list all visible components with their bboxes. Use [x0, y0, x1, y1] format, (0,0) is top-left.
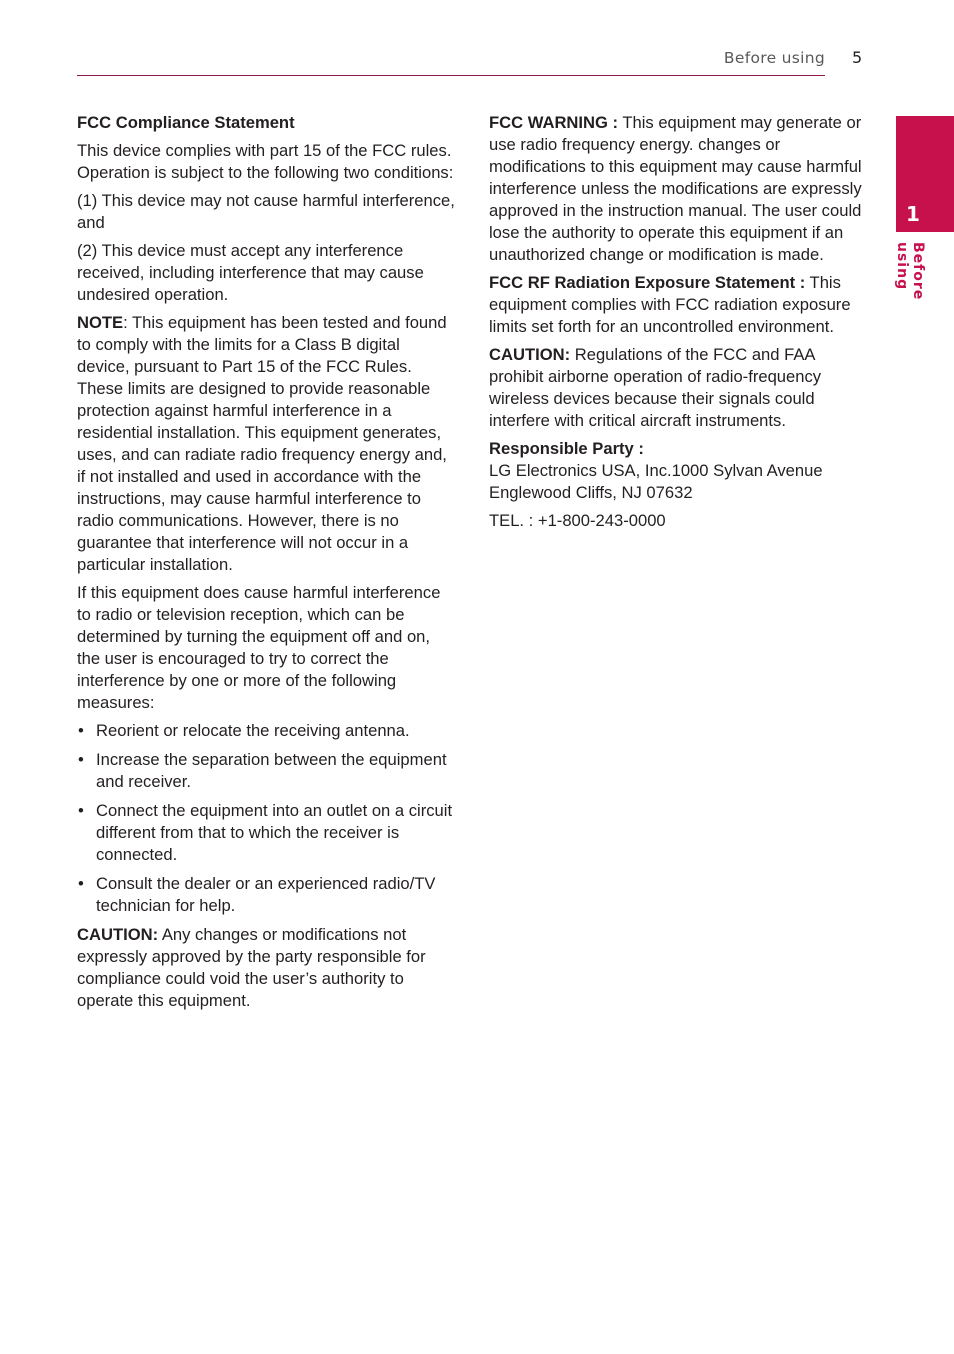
responsible-party-address-2: Englewood Cliffs, NJ 07632 — [489, 483, 693, 502]
fcc-warning-paragraph — [489, 112, 869, 266]
chapter-number: 1 — [906, 202, 920, 226]
page-number: 5 — [852, 48, 863, 67]
caution-text: Any changes or modifications not expressly approved by the party responsible for compliance could void the user’s authority to operate this equipment. — [77, 925, 426, 1010]
note-label: NOTE — [77, 313, 124, 332]
note-paragraph — [77, 312, 455, 576]
caution-label: CAUTION: — [77, 925, 159, 944]
rf-exposure-paragraph — [489, 272, 869, 338]
list-item-text: Increase the separation between the equipment and receiver. — [96, 750, 447, 791]
fcc-compliance-heading: FCC Compliance Statement — [77, 113, 295, 132]
caution-paragraph — [77, 924, 455, 1012]
interference-paragraph: If this equipment does cause harmful interference to radio or television reception, which can be determined by turning the equipment off and on, the user is encouraged to try to correct the interference by one or more of the following measures: — [77, 583, 441, 712]
rf-exposure-text: This equipment complies with FCC radiation exposure limits set forth for an uncontrolled environment. — [489, 273, 851, 336]
list-item-text: Consult the dealer or an experienced radio/TV technician for help. — [96, 874, 436, 915]
telephone: TEL. : +1-800-243-0000 — [489, 511, 666, 530]
compliance-paragraph: This device complies with part 15 of the FCC rules. Operation is subject to the following two conditions: — [77, 141, 454, 182]
faa-caution-label: CAUTION: — [489, 345, 571, 364]
list-item-text: Reorient or relocate the receiving antenna. — [96, 721, 410, 740]
list-item-text: Connect the equipment into an outlet on a circuit different from that to which the receiver is connected. — [96, 801, 453, 864]
header-divider — [77, 75, 825, 76]
fcc-warning-text: This equipment may generate or use radio frequency energy. changes or modifications to this equipment may cause harmful interference unless the modifications are expressly approved in the instruction manual. The user could lose the authority to operate this equipment if an unauthorized change or modification is made. — [489, 113, 862, 264]
condition-1: (1) This device may not cause harmful interference, and — [77, 191, 455, 232]
list-item — [77, 749, 455, 793]
responsible-party-label: Responsible Party : — [489, 439, 644, 458]
bullet-icon: • — [78, 874, 84, 893]
bullet-icon: • — [78, 750, 84, 769]
faa-caution-paragraph — [489, 344, 869, 432]
rf-exposure-label: FCC RF Radiation Exposure Statement : — [489, 273, 806, 292]
left-column — [77, 112, 455, 1018]
bullet-icon: • — [78, 721, 84, 740]
faa-caution-text: Regulations of the FCC and FAA prohibit airborne operation of radio-frequency wireless devices because their signals could interfere with critical aircraft instruments. — [489, 345, 822, 430]
list-item — [77, 720, 455, 742]
list-item — [77, 800, 455, 866]
list-item — [77, 873, 455, 917]
condition-2: (2) This device must accept any interference received, including interference that may cause undesired operation. — [77, 241, 424, 304]
responsible-party-address-1: LG Electronics USA, Inc.1000 Sylvan Avenue — [489, 461, 823, 480]
chapter-tab — [896, 116, 954, 232]
measures-list — [77, 720, 455, 917]
chapter-side-label: Before using — [894, 242, 926, 301]
responsible-party-block — [489, 438, 869, 504]
note-text: : This equipment has been tested and found to comply with the limits for a Class B digital device, pursuant to Part 15 of the FCC Rules. These limits are designed to provide reasonable protection against harmful interference in a residential installation. This equipment generates, uses, and can radiate radio frequency energy and, if not installed and used in accordance with the instructions, may cause harmful interference to radio communications. However, there is no guarantee that interference will not occur in a particular installation. — [77, 313, 447, 574]
header-section-title: Before using — [723, 49, 825, 67]
fcc-warning-label: FCC WARNING : — [489, 113, 619, 132]
right-column — [489, 112, 869, 538]
bullet-icon: • — [78, 801, 84, 820]
